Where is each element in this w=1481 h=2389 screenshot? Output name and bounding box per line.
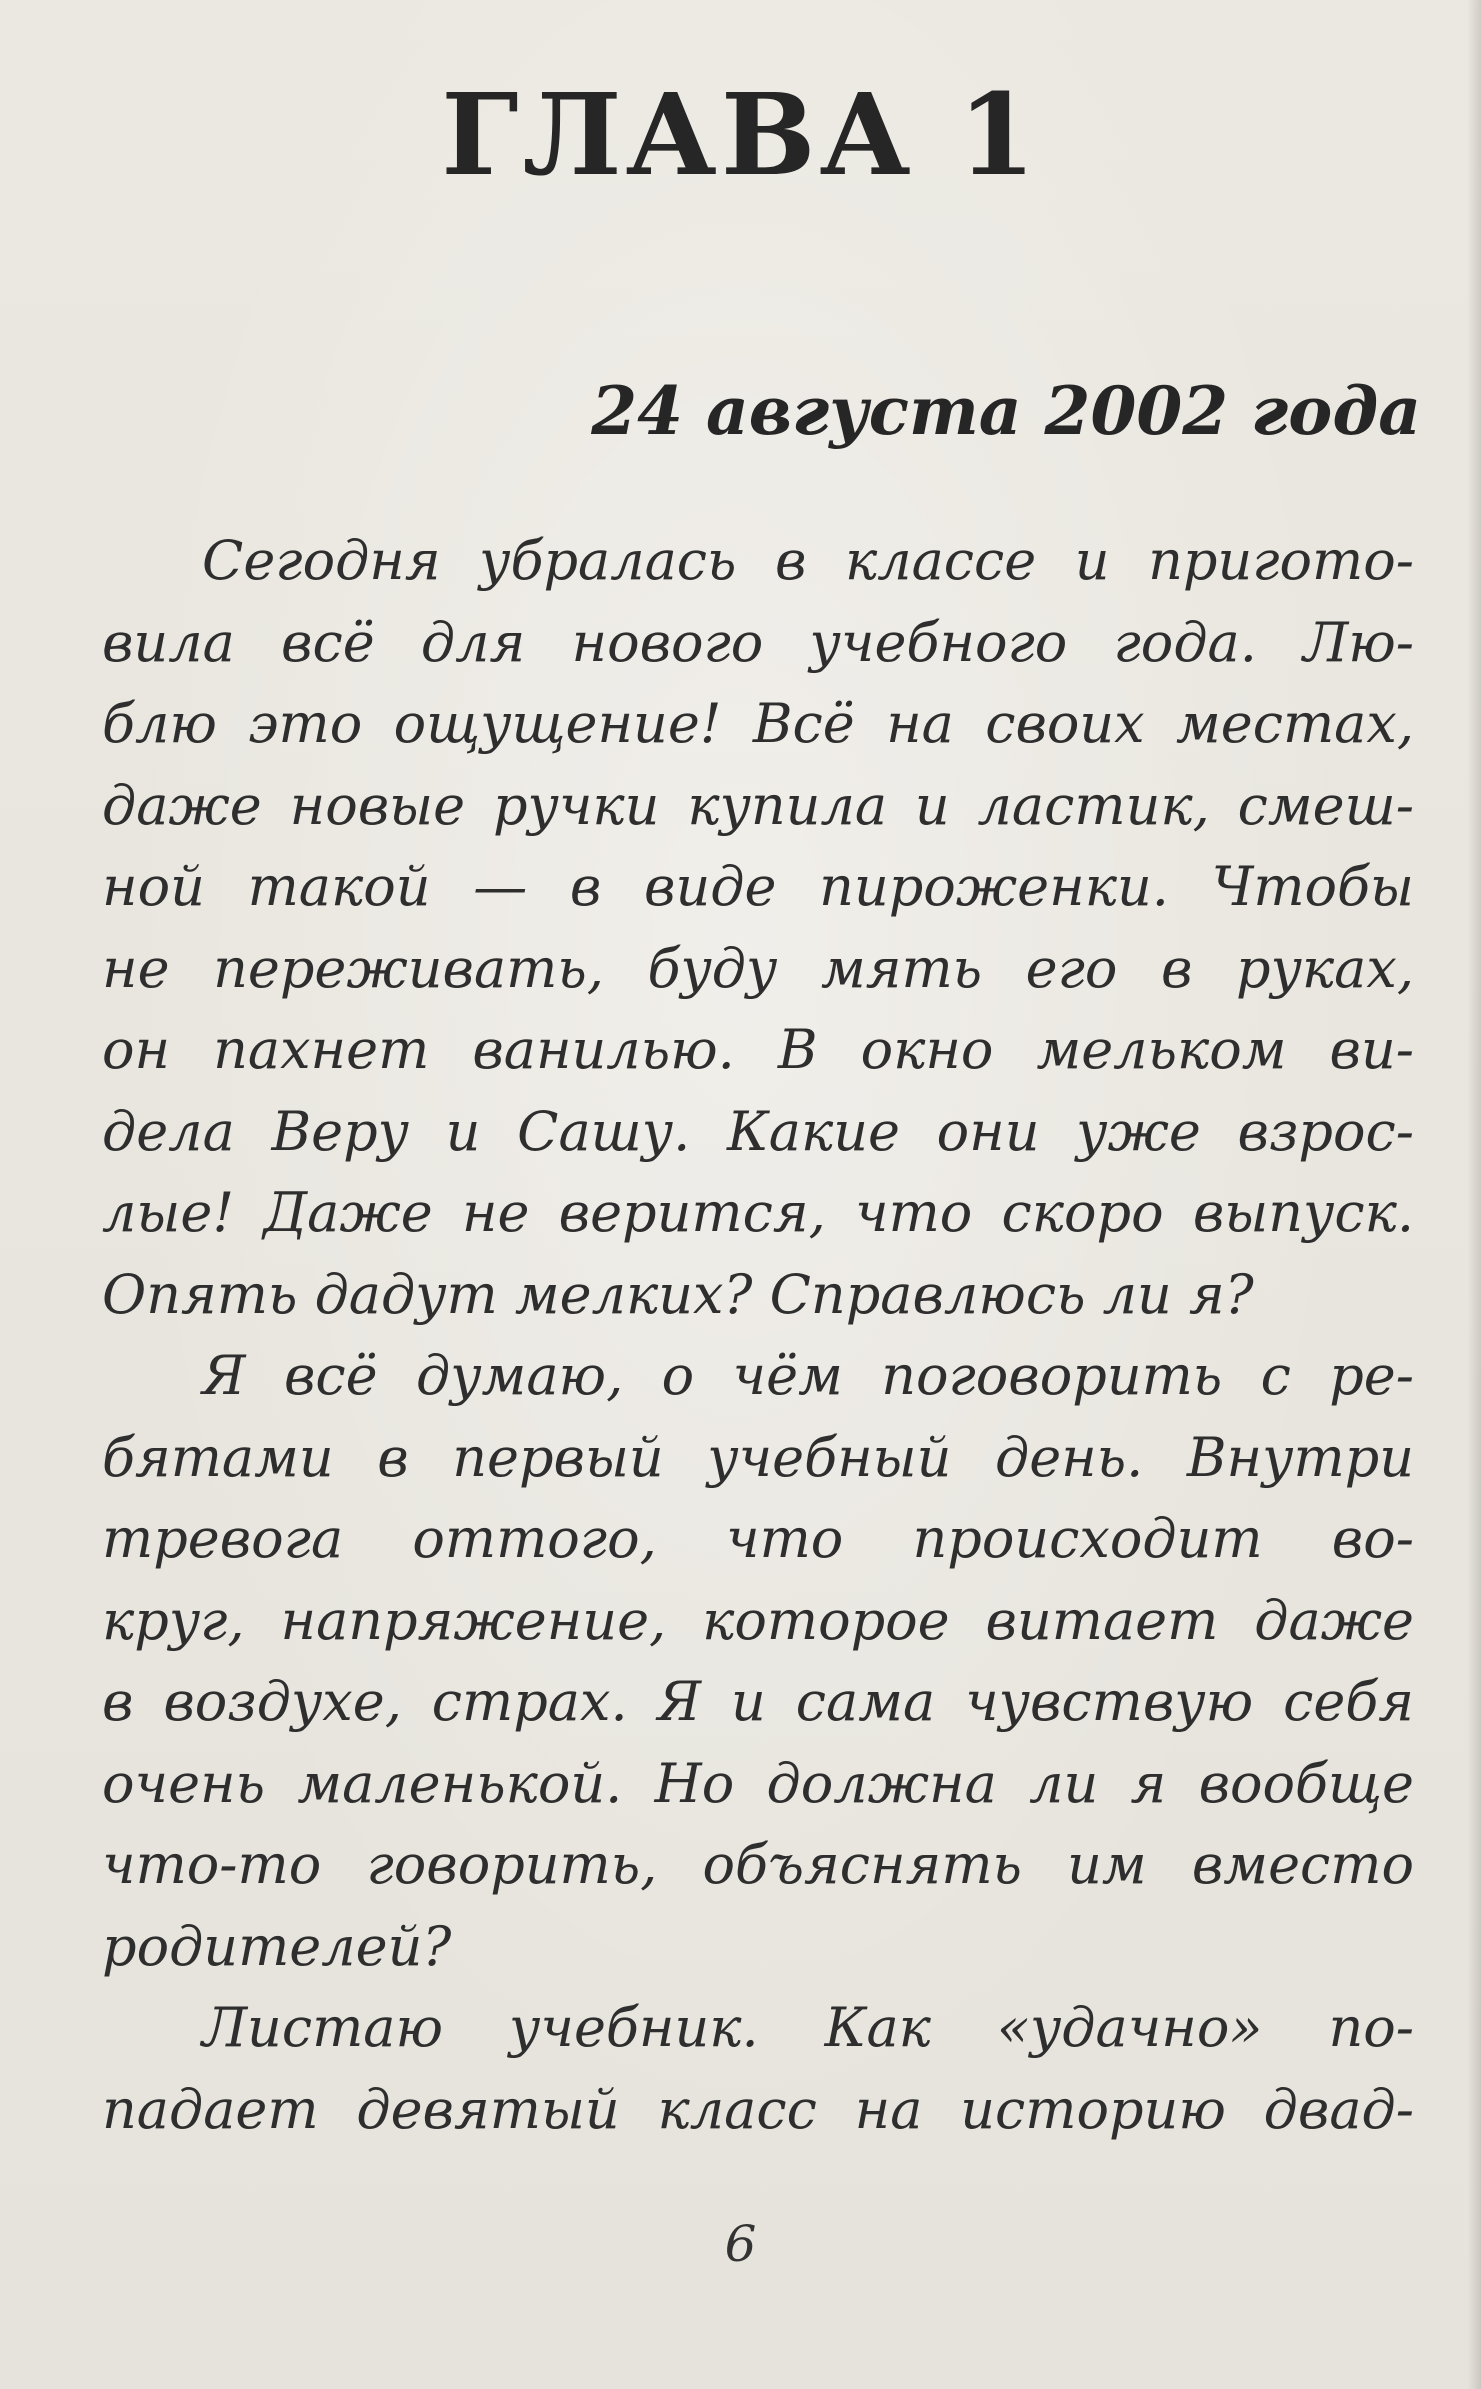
paragraph [102,1987,1414,2150]
text-line: не переживать, буду мять его в руках, [102,936,1414,1000]
text-line: бятами в первый учебный день. Внутри [102,1425,1414,1489]
page-number: 6 [724,2215,757,2273]
paragraph [102,1335,1414,1987]
text-line: в воздухе, страх. Я и сама чувствую себя [102,1670,1414,1733]
text-line: лые! Даже не верится, что скоро выпуск. [102,1181,1414,1244]
text-line: ной такой — в виде пироженки. Чтобы [102,855,1414,918]
paragraph [102,520,1414,1335]
text-line: Сегодня убралась в классе и пригото- [202,529,1414,592]
text-line: Листаю учебник. Как «удачно» по- [202,1996,1414,2059]
text-line: очень маленькой. Но должна ли я вообще [102,1751,1414,1815]
text-line: вила всё для нового учебного года. Лю- [102,610,1414,674]
body-text [102,520,1414,2150]
text-line: падает девятый класс на историю двад- [102,2077,1414,2141]
text-line: родителей? [102,1914,452,1978]
text-line: Опять дадут мелких? Справлюсь ли я? [102,1262,1254,1326]
text-line: Я всё думаю, о чём поговорить с ре- [202,1344,1414,1407]
text-line: что-то говорить, объяснять им вместо [102,1833,1414,1896]
text-line: круг, напряжение, которое витает даже [102,1588,1414,1652]
text-line: дела Веру и Сашу. Какие они уже взрос- [102,1099,1414,1163]
chapter-title: ГЛАВА 1 [441,70,1040,201]
diary-date-heading: 24 августа 2002 года [591,372,1421,450]
page-edge-shadow [1467,0,1481,2389]
text-line: блю это ощущение! Всё на своих местах, [102,692,1414,755]
text-line: тревога оттого, что происходит во- [102,1507,1414,1570]
text-line: он пахнет ванилью. В окно мельком ви- [102,1018,1414,1081]
text-line: даже новые ручки купила и ластик, смеш- [102,773,1414,837]
